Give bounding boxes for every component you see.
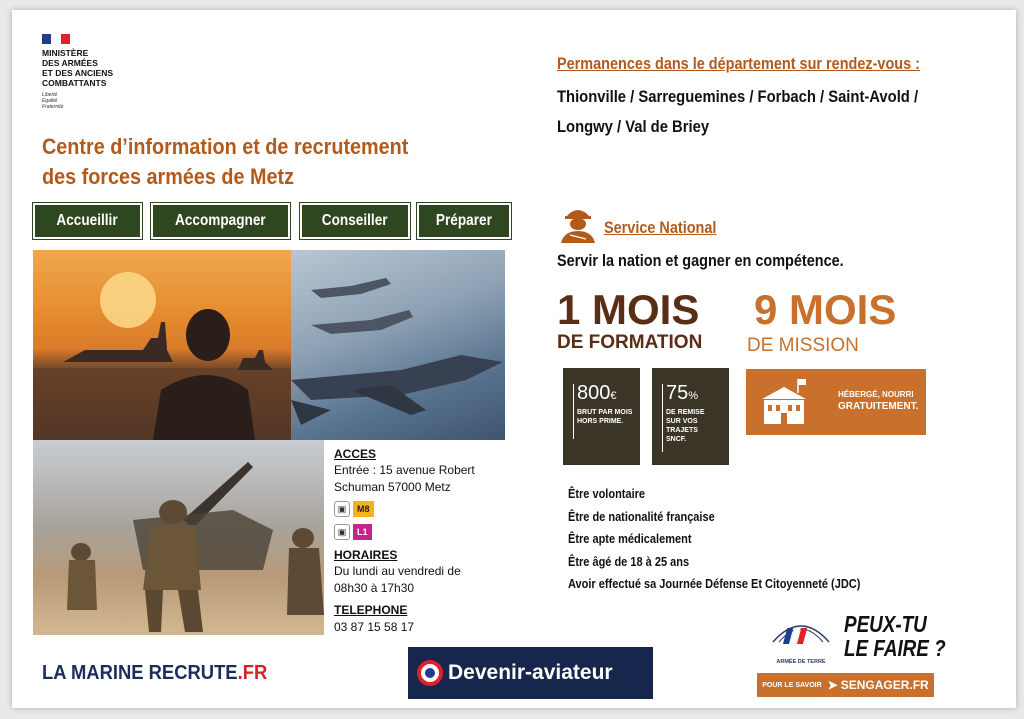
salary-detail: BRUT PAR MOIS HORS PRIME. [577,409,633,425]
access-heading: ACCES [334,447,377,461]
bus-icon: ▣ [334,501,350,517]
discount-amount: 75% [666,382,699,404]
salary-amount: 800€ [577,382,617,404]
republic-motto: Liberté Égalité Fraternité [42,92,64,110]
mission-label: DE MISSION [747,335,859,356]
line-l1-badge: L1 [353,524,372,540]
formation-label: DE FORMATION [557,332,703,353]
sengager-link[interactable]: POUR LE SAVOIR ➤ SENGAGER.FR [757,673,934,697]
page-title: Centre d’information et de recrutement des forces armées de Metz [42,134,409,189]
soldiers-artillery-photo [33,440,324,635]
condition-item: Être de nationalité française [568,509,715,524]
devenir-aviateur-button[interactable]: Devenir-aviateur [408,647,653,699]
conseiller-button[interactable]: Conseiller [300,203,410,239]
phone-heading: TELEPHONE [334,603,408,617]
phone-number[interactable]: 03 87 15 58 17 [334,620,415,634]
condition-item: Avoir effectué sa Journée Défense Et Citoyenneté (JDC) [568,577,861,591]
armee-de-terre-logo: ARMÉE DE TERRE [769,614,833,665]
bus-line-l1 [334,524,372,540]
eligibility-conditions [568,483,860,596]
sncf-discount-card [652,368,729,465]
hours-heading: HORAIRES [334,548,398,562]
formation-duration: 1 MOIS [557,286,700,333]
line-m8-badge: M8 [353,501,374,517]
opening-hours: Du lundi au vendredi de 08h30 à 17h30 [334,564,461,595]
permanences-cities: Thionville / Sarreguemines / Forbach / Saint-Avold / Longwy / Val de Briey [557,87,919,136]
mission-duration: 9 MOIS [754,286,897,333]
flyer-page [12,10,1016,708]
marine-recrute-link[interactable]: LA MARINE RECRUTE.FR [42,662,268,684]
sunset-navy-photo [33,250,291,440]
peux-tu-le-faire-slogan: PEUX-TU LE FAIRE ? [844,611,946,661]
french-flag-icon [42,34,70,44]
discount-detail: DE REMISE SUR VOS TRAJETS SNCF. [666,409,705,443]
fighter-jets-photo [291,250,505,440]
lodging-text: HÉBERGÉ, NOURRI GRATUITEMENT. [838,390,919,412]
roundel-icon [416,659,444,687]
permanences-title: Permanences dans le département sur rendez-vous : [557,54,920,73]
house-icon [760,377,808,427]
lodging-card [746,369,926,435]
service-national-subtitle: Servir la nation et gagner en compétence. [557,251,844,270]
soldier-icon [558,205,598,248]
access-address: Entrée : 15 avenue Robert Schuman 57000 Metz [334,463,475,494]
condition-item: Être apte médicalement [568,532,692,546]
ministry-name: MINISTÈRE DES ARMÉES ET DES ANCIENS COMBATTANTS [42,48,114,88]
condition-item: Être volontaire [568,487,646,501]
preparer-button[interactable]: Préparer [417,203,511,239]
service-national-title: Service National [604,218,717,237]
accueillir-button[interactable]: Accueillir [33,203,142,239]
bus-icon: ▣ [334,524,350,540]
accompagner-button[interactable]: Accompagner [151,203,290,239]
arrow-right-icon: ➤ [827,678,838,692]
bus-line-m8 [334,501,374,517]
condition-item: Être âgé de 18 à 25 ans [568,554,690,569]
salary-card [563,368,640,465]
